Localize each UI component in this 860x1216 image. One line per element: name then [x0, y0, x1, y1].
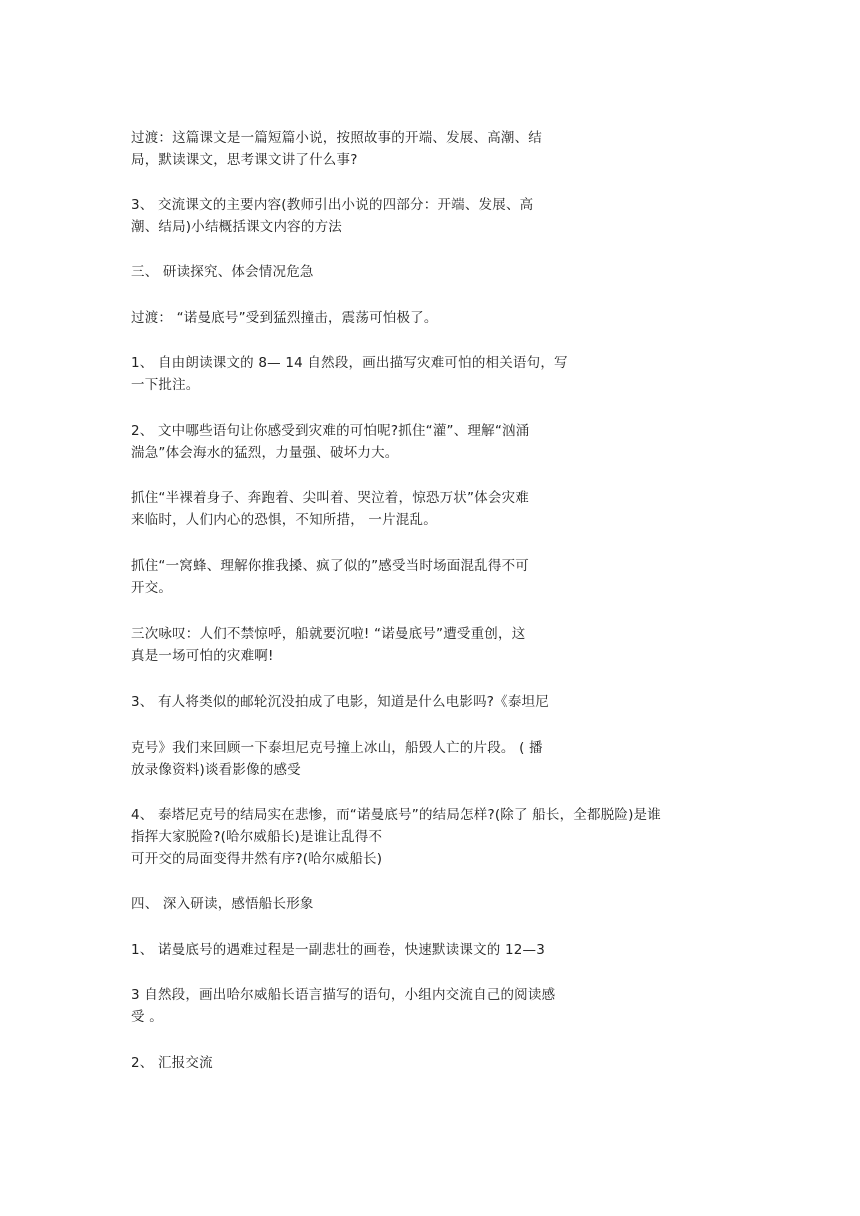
text-line: 2、 汇报交流	[131, 1055, 213, 1071]
text-line: 真是一场可怕的灾难啊!	[131, 648, 274, 664]
text-line: 4、 泰塔尼克号的结局实在悲惨，而“诺曼底号”的结局怎样?(除了 船长，全都脱险)是谁	[131, 807, 661, 823]
text-line: 过渡： “诺曼底号”受到猛烈撞击，震荡可怕极了。	[131, 310, 438, 326]
section-heading: 四、 深入研读，感悟船长形象	[131, 896, 314, 912]
text-line: 抓住“一窝蜂、理解你推我搡、疯了似的”感受当时场面混乱得不可	[131, 558, 529, 574]
text-line: 抓住“半裸着身子、奔跑着、尖叫着、哭泣着，惊恐万状”体会灾难	[131, 490, 529, 506]
text-line: 指挥大家脱险?(哈尔威船长)是谁让乱得不	[131, 829, 383, 845]
text-line: 3、 交流课文的主要内容(教师引出小说的四部分：开端、发展、高	[131, 197, 534, 213]
text-line: 2、 文中哪些语句让你感受到灾难的可怕呢?抓住“灌”、理解“汹涌	[131, 423, 530, 439]
text-line: 一下批注。	[131, 377, 200, 393]
text-line: 1、 诺曼底号的遇难过程是一副悲壮的画卷，快速默读课文的 12—3	[131, 942, 546, 958]
text-line: 3、 有人将类似的邮轮沉没拍成了电影，知道是什么电影吗?《泰坦尼	[131, 694, 549, 710]
text-line: 潮、结局)小结概括课文内容的方法	[131, 219, 342, 235]
text-line: 放录像资料)谈看影像的感受	[131, 762, 301, 778]
text-line: 3 自然段，画出哈尔威船长语言描写的语句，小组内交流自己的阅读感	[131, 987, 556, 1003]
text-line: 来临时，人们内心的恐惧，不知所措， 一片混乱。	[131, 512, 437, 528]
text-line: 克号》我们来回顾一下泰坦尼克号撞上冰山，船毁人亡的片段。 ( 播	[131, 740, 543, 756]
text-line: 过渡：这篇课文是一篇短篇小说，按照故事的开端、发展、高潮、结	[131, 130, 542, 146]
text-line: 开交。	[131, 580, 173, 596]
section-heading: 三、 研读探究、体会情况危急	[131, 264, 314, 280]
text-line: 受 。	[131, 1009, 163, 1025]
text-line: 1、 自由朗读课文的 8— 14 自然段，画出描写灾难可怕的相关语句，写	[131, 355, 568, 371]
text-line: 湍急”体会海水的猛烈，力量强、破坏力大。	[131, 445, 399, 461]
text-line: 可开交的局面变得井然有序?(哈尔威船长)	[131, 851, 383, 867]
text-line: 三次咏叹：人们不禁惊呼，船就要沉啦! “诺曼底号”遭受重创，这	[131, 626, 526, 642]
text-line: 局，默读课文，思考课文讲了什么事?	[131, 152, 358, 168]
